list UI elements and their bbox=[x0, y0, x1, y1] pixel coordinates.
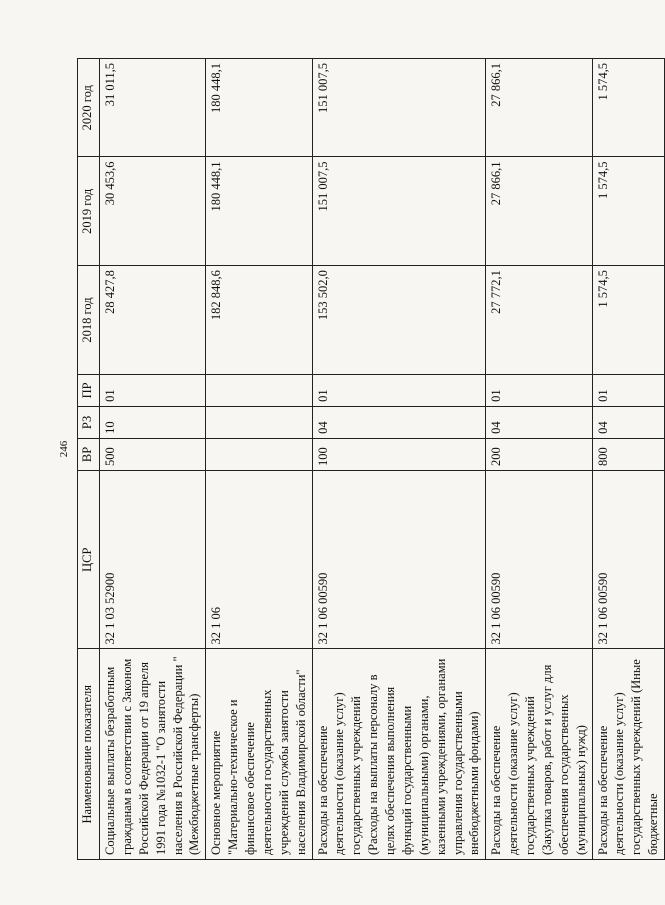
value-2019: 151 007,5 bbox=[312, 157, 486, 266]
vr-code: 500 bbox=[100, 438, 206, 470]
header-csr: ЦСР bbox=[78, 470, 100, 649]
pr-code bbox=[206, 374, 312, 406]
pr-code: 01 bbox=[486, 374, 592, 406]
indicator-name: Расходы на обеспечение деятельности (оказание услуг) государственных учреждений (Закупка товаров, работ и услуг для обеспечения государственных (муниципальных) нужд) bbox=[486, 649, 592, 860]
value-2020: 151 007,5 bbox=[312, 59, 486, 157]
value-2020: 1 574,5 bbox=[592, 59, 665, 157]
indicator-name: Расходы на обеспечение деятельности (оказание услуг) государственных учреждений (Расходы на выплаты персоналу в целях обеспечения выполнения функций государственными (муниципальными) органами, казенными учреждениями, органами управления государственными внебюджетными фондами) bbox=[312, 649, 486, 860]
value-2018: 27 772,1 bbox=[486, 266, 592, 375]
csr-code: 32 1 06 00590 bbox=[486, 470, 592, 649]
pr-code: 01 bbox=[312, 374, 486, 406]
table-header-row bbox=[78, 59, 100, 860]
table-row bbox=[312, 59, 486, 860]
value-2019: 30 453,6 bbox=[100, 157, 206, 266]
header-pr: ПР bbox=[78, 374, 100, 406]
value-2020: 31 011,5 bbox=[100, 59, 206, 157]
header-2018: 2018 год bbox=[78, 266, 100, 375]
csr-code: 32 1 03 52900 bbox=[100, 470, 206, 649]
rz-code: 04 bbox=[592, 406, 665, 438]
indicator-name: Основное мероприятие "Материально-техническое и финансовое обеспечение деятельности государственных учреждений службы занятости населения Владимирской области" bbox=[206, 649, 312, 860]
value-2019: 180 448,1 bbox=[206, 157, 312, 266]
indicator-name: Расходы на обеспечение деятельности (оказание услуг) государственных учреждений (Иные бюджетные bbox=[592, 649, 665, 860]
pr-code: 01 bbox=[592, 374, 665, 406]
pr-code: 01 bbox=[100, 374, 206, 406]
csr-code: 32 1 06 bbox=[206, 470, 312, 649]
value-2020: 180 448,1 bbox=[206, 59, 312, 157]
value-2019: 1 574,5 bbox=[592, 157, 665, 266]
page-number: 246 bbox=[58, 440, 70, 458]
csr-code: 32 1 06 00590 bbox=[592, 470, 665, 649]
vr-code: 800 bbox=[592, 438, 665, 470]
value-2018: 153 502,0 bbox=[312, 266, 486, 375]
header-2019: 2019 год bbox=[78, 157, 100, 266]
indicator-name: Социальные выплаты безработным гражданам в соответствии с Законом Российской Федерации от 19 апреля 1991 года №1032-1 "О занятости населения в Российской Федерации " (Межбюджетные трансферты) bbox=[100, 649, 206, 860]
table-row bbox=[592, 59, 665, 860]
value-2020: 27 866,1 bbox=[486, 59, 592, 157]
table-row bbox=[486, 59, 592, 860]
csr-code: 32 1 06 00590 bbox=[312, 470, 486, 649]
budget-table bbox=[77, 58, 665, 860]
rz-code: 04 bbox=[486, 406, 592, 438]
header-2020: 2020 год bbox=[78, 59, 100, 157]
rz-code: 04 bbox=[312, 406, 486, 438]
value-2018: 1 574,5 bbox=[592, 266, 665, 375]
vr-code: 100 bbox=[312, 438, 486, 470]
table-row bbox=[206, 59, 312, 860]
vr-code bbox=[206, 438, 312, 470]
header-name: Наименование показателя bbox=[78, 649, 100, 860]
value-2019: 27 866,1 bbox=[486, 157, 592, 266]
header-vr: ВР bbox=[78, 438, 100, 470]
table-row bbox=[100, 59, 206, 860]
vr-code: 200 bbox=[486, 438, 592, 470]
value-2018: 28 427,8 bbox=[100, 266, 206, 375]
rz-code: 10 bbox=[100, 406, 206, 438]
header-rz: РЗ bbox=[78, 406, 100, 438]
value-2018: 182 848,6 bbox=[206, 266, 312, 375]
rz-code bbox=[206, 406, 312, 438]
